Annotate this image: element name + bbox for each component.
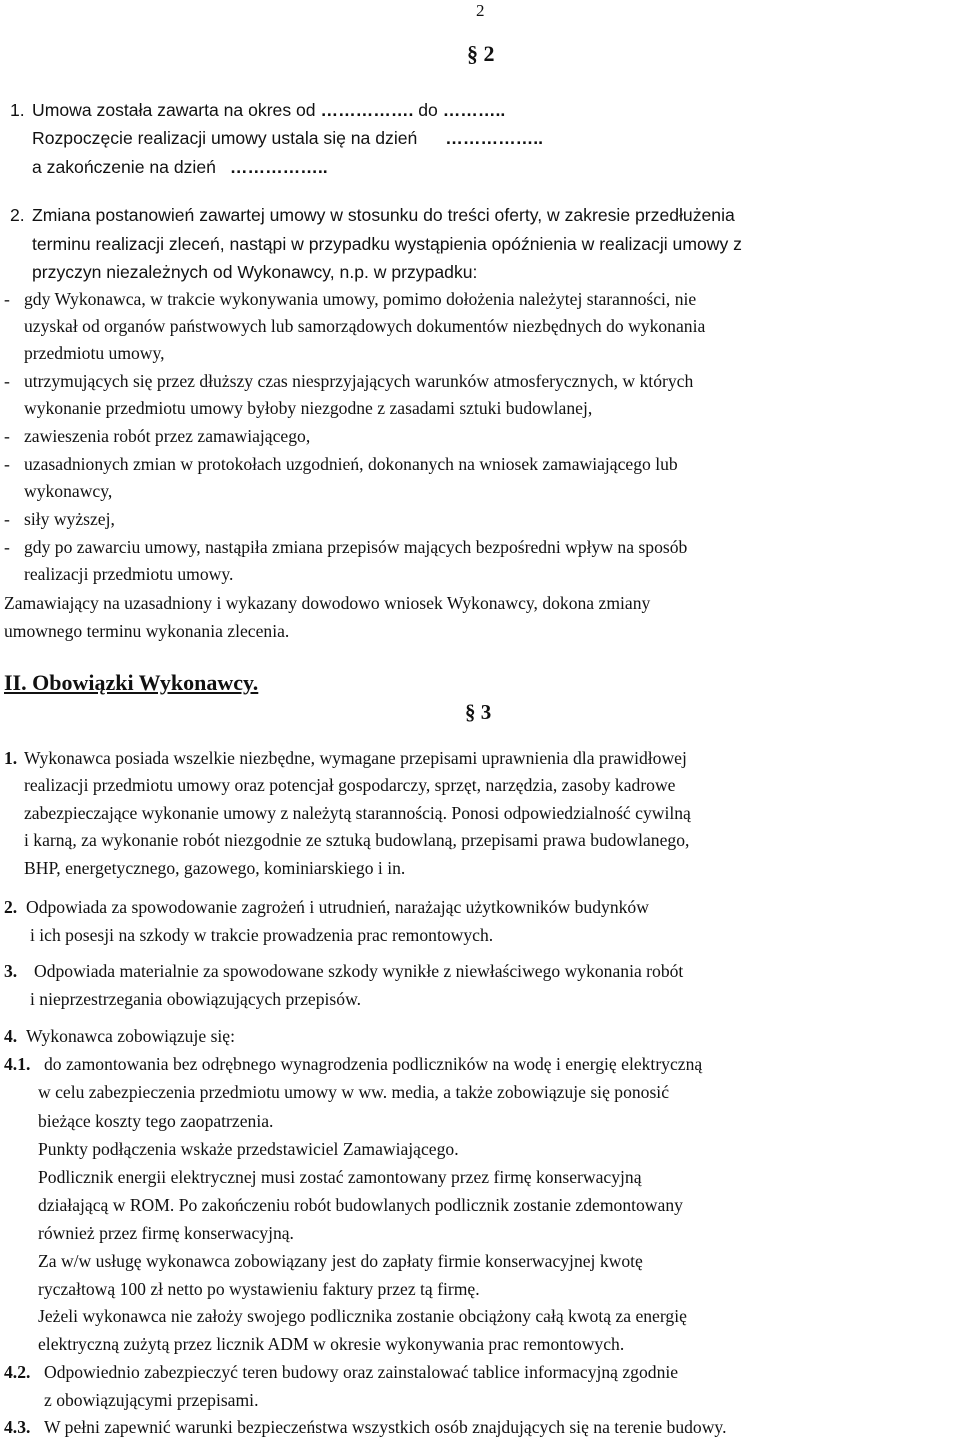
bullet-line: wykonanie przedmiotu umowy byłoby niezgodne z zasadami sztuki budowlanej, [24, 398, 593, 418]
paragraph-line: Odpowiada za spowodowanie zagrożeń i utrudnień, narażając użytkowników budynków [26, 897, 649, 917]
bullet-dash: - [4, 371, 10, 391]
paragraph-line: z obowiązującymi przepisami. [44, 1390, 259, 1410]
section-number: 3 [480, 700, 492, 724]
bullet-line: gdy Wykonawca, w trakcie wykonywania umowy, pomimo dołożenia należytej staranności, nie [24, 289, 697, 309]
paragraph-line: i ich posesji na szkody w trakcie prowadzenia prac remontowych. [30, 925, 494, 945]
bullet-dash: - [4, 454, 10, 474]
paragraph-line: przyczyn niezależnych od Wykonawcy, n.p. w przypadku: [32, 262, 478, 282]
page-number: 2 [476, 1, 485, 20]
paragraph-line: Za w/w usługę wykonawca zobowiązany jest do zapłaty firmie konserwacyjnej kwotę [38, 1251, 643, 1271]
paragraph-line: a zakończenie na dzień …………….. [32, 157, 328, 177]
paragraph-line: bieżące koszty tego zaopatrzenia. [38, 1111, 274, 1131]
bullet-line: uzasadnionych zmian w protokołach uzgodnień, dokonanych na wniosek zamawiającego lub [24, 454, 678, 474]
paragraph-line: Umowa została zawarta na okres od ……………. do ……….. [32, 100, 506, 120]
paragraph-line: ryczałtową 100 zł netto po wystawieniu faktury przez tą firmę. [38, 1279, 480, 1299]
bullet-line: gdy po zawarciu umowy, nastąpiła zmiana przepisów mających bezpośredni wpływ na sposób [24, 537, 688, 557]
item-number: 4.1. [4, 1054, 31, 1074]
bullet-dash: - [4, 537, 10, 557]
paragraph-line: Wykonawca posiada wszelkie niezbędne, wymagane przepisami uprawnienia dla prawidłowej [24, 748, 687, 768]
paragraph-line: i karną, za wykonanie robót niezgodnie ze sztuką budowlaną, przepisami prawa budowlanego, [24, 830, 690, 850]
paragraph-line: i nieprzestrzegania obowiązujących przepisów. [30, 989, 362, 1009]
bullet-dash: - [4, 426, 10, 446]
paragraph-line: Jeżeli wykonawca nie założy swojego podlicznika zostanie obciążony całą kwotą za energię [38, 1306, 687, 1326]
item-number: 2. [10, 205, 25, 225]
bullet-line: siły wyższej, [24, 509, 115, 529]
item-number: 4.2. [4, 1362, 31, 1382]
paragraph-line: Odpowiednio zabezpieczyć teren budowy oraz zainstalować tablice informacyjną zgodnie [44, 1362, 679, 1382]
paragraph-line: w celu zabezpieczenia przedmiotu umowy w ww. media, a także zobowiązuje się ponosić [38, 1082, 670, 1102]
bullet-line: zawieszenia robót przez zamawiającego, [24, 426, 311, 446]
paragraph-line: Punkty podłączenia wskaże przedstawiciel Zamawiającego. [38, 1139, 459, 1159]
item-number: 1. [4, 748, 18, 768]
paragraph-line: zabezpieczające wykonanie umowy z należytą starannością. Ponosi odpowiedzialność cywilną [24, 803, 691, 823]
section-number: 2 [483, 41, 495, 66]
paragraph-line: Zamawiający na uzasadniony i wykazany dowodowo wniosek Wykonawcy, dokona zmiany [4, 593, 651, 613]
bullet-line: wykonawcy, [24, 481, 113, 501]
paragraph-line: umownego terminu wykonania zlecenia. [4, 621, 290, 641]
item-number: 2. [4, 897, 18, 917]
paragraph-line: do zamontowania bez odrębnego wynagrodzenia podliczników na wodę i energię elektryczną [44, 1054, 703, 1074]
bullet-line: utrzymujących się przez dłuższy czas niesprzyjających warunków atmosferycznych, w których [24, 371, 694, 391]
paragraph-line: Rozpoczęcie realizacji umowy ustala się na dzień …………….. [32, 128, 544, 148]
item-number: 4. [4, 1026, 18, 1046]
paragraph-line: terminu realizacji zleceń, nastąpi w przypadku wystąpienia opóźnienia w realizacji umowy z [32, 234, 742, 254]
paragraph-line: Zmiana postanowień zawartej umowy w stosunku do treści oferty, w zakresie przedłużenia [32, 205, 735, 225]
bullet-line: uzyskał od organów państwowych lub samorządowych dokumentów niezbędnych do wykonania [24, 316, 706, 336]
paragraph-line: Odpowiada materialnie za spowodowane szkody wynikłe z niewłaściwego wykonania robót [34, 961, 684, 981]
paragraph-line: również przez firmę konserwacyjną. [38, 1223, 294, 1243]
bullet-dash: - [4, 289, 10, 309]
paragraph-line: Wykonawca zobowiązuje się: [26, 1026, 236, 1046]
item-number: 3. [4, 961, 18, 981]
chapter-heading: II. Obowiązki Wykonawcy. [4, 670, 259, 695]
bullet-line: przedmiotu umowy, [24, 343, 165, 363]
section-symbol: § [467, 41, 478, 66]
bullet-dash: - [4, 509, 10, 529]
bullet-line: realizacji przedmiotu umowy. [24, 564, 234, 584]
paragraph-line: działającą w ROM. Po zakończeniu robót budowlanych podlicznik zostanie zdemontowany [38, 1195, 683, 1215]
paragraph-line: elektryczną zużytą przez licznik ADM w okresie wykonywania prac remontowych. [38, 1334, 625, 1354]
paragraph-line: BHP, energetycznego, gazowego, kominiarskiego i in. [24, 858, 406, 878]
paragraph-line: W pełni zapewnić warunki bezpieczeństwa wszystkich osób znajdujących się na terenie budowy. [44, 1417, 727, 1437]
section-2-heading [467, 43, 495, 65]
item-number: 1. [10, 100, 25, 120]
paragraph-line: Podlicznik energii elektrycznej musi zostać zamontowany przez firmę konserwacyjną [38, 1167, 642, 1187]
paragraph-line: realizacji przedmiotu umowy oraz potencjał gospodarczy, sprzęt, narzędzia, zasoby kadrowe [24, 775, 676, 795]
section-symbol: § [465, 700, 476, 724]
section-3-heading [465, 702, 491, 723]
item-number: 4.3. [4, 1417, 31, 1437]
